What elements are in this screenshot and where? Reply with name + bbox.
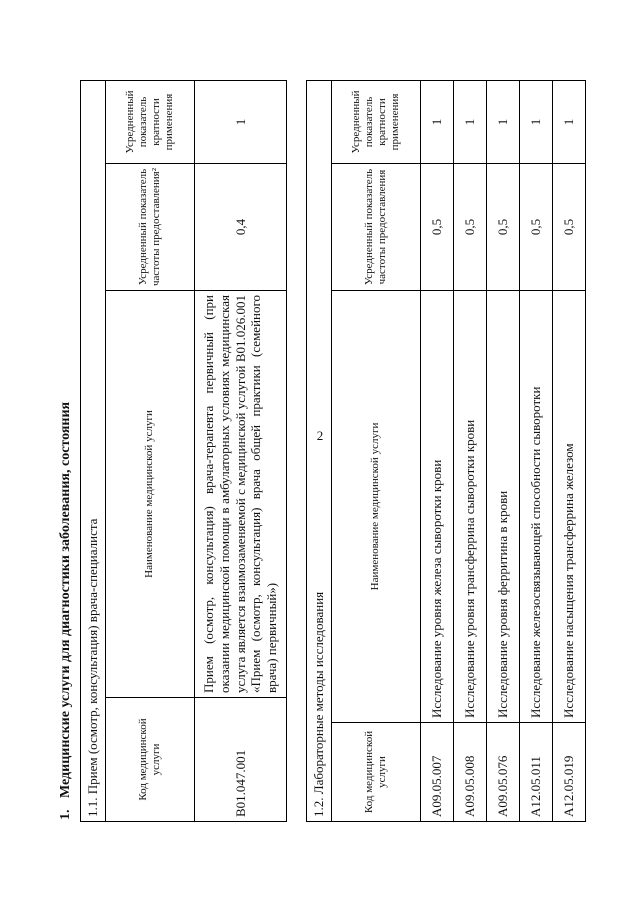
service-code: A09.05.007 — [421, 723, 454, 822]
frequency-value: 0,4 — [195, 164, 287, 291]
multiplicity-value: 1 — [553, 80, 586, 163]
service-name: Исследование уровня трансферрина сыворотки крови — [454, 291, 487, 723]
multiplicity-value: 1 — [195, 80, 287, 163]
table-caption: 1.1. Прием (осмотр, консультация) врача-специалиста — [81, 80, 106, 821]
service-name: Исследование насыщения трансферрина железом — [553, 291, 586, 723]
header-code: Код медицинской услуги — [106, 698, 195, 822]
service-code: A09.05.008 — [454, 723, 487, 822]
service-name: Прием (осмотр, консультация) врача-терапевта первичный (при оказании медицинской помощи в амбулаторных условиях медицинская услуга является взаимозаменяемой с медицинской услугой B01.026.001 «Прием (осмотр, консультация) врача общей практики (семейного врача) первичный») — [195, 291, 287, 698]
header-name: Наименование медицинской услуги — [332, 291, 421, 723]
multiplicity-value: 1 — [520, 80, 553, 163]
service-name: Исследование уровня железа сыворотки крови — [421, 291, 454, 723]
multiplicity-value: 1 — [487, 80, 520, 163]
service-name: Исследование уровня ферритина в крови — [487, 291, 520, 723]
service-code: B01.047.001 — [195, 698, 287, 822]
frequency-value: 0,5 — [421, 164, 454, 291]
frequency-value: 0,5 — [553, 164, 586, 291]
table-row — [520, 80, 553, 821]
service-code: A12.05.019 — [553, 723, 586, 822]
service-name: Исследование железосвязывающей способности сыворотки — [520, 291, 553, 723]
page-number: 2 — [316, 428, 324, 443]
header-multiplicity: Усредненный показатель кратности применения — [106, 80, 195, 163]
section-number: 1. — [58, 809, 73, 820]
service-code: A12.05.011 — [520, 723, 553, 822]
frequency-value: 0,5 — [487, 164, 520, 291]
consultation-table — [80, 80, 287, 822]
table-row — [553, 80, 586, 821]
table-row — [487, 80, 520, 821]
frequency-value: 0,5 — [454, 164, 487, 291]
header-code: Код медицинской услуги — [332, 723, 421, 822]
header-frequency: Усредненный показатель частоты предоставления — [332, 164, 421, 291]
laboratory-table — [306, 80, 586, 822]
table-row — [421, 80, 454, 821]
table-row — [454, 80, 487, 821]
service-code: A09.05.076 — [487, 723, 520, 822]
table-row — [195, 80, 287, 821]
section-title: Медицинские услуги для диагностики заболевания, состояния — [58, 401, 73, 798]
header-name: Наименование медицинской услуги — [106, 291, 195, 698]
section-heading — [58, 402, 74, 820]
table-caption: 1.2. Лабораторные методы исследования — [307, 80, 332, 821]
frequency-value: 0,5 — [520, 164, 553, 291]
multiplicity-value: 1 — [421, 80, 454, 163]
header-frequency: Усредненный показатель частоты предоставления² — [106, 164, 195, 291]
multiplicity-value: 1 — [454, 80, 487, 163]
header-multiplicity: Усредненный показатель кратности применения — [332, 80, 421, 163]
